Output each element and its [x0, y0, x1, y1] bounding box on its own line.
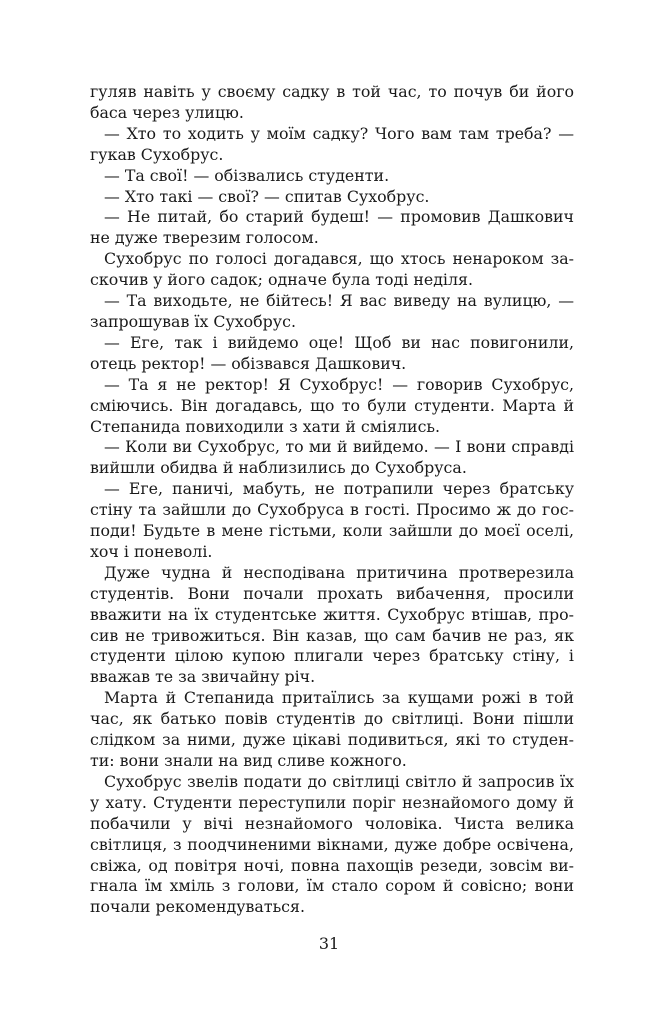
- paragraph: Дуже чудна й несподівана притичина протверезила студентів. Вони почали прохать вибачення, просили вважити на їх студентське життя. Сухобрус втішав, просив не тривожиться. Він казав, що сам бачив не раз, як студенти цілою купою плигали через братську стіну, і вважав те за звичайну річ.: [90, 562, 574, 687]
- paragraph: Марта й Степанида притаїлись за кущами рожі в той час, як батько повів студентів до світлиці. Вони пішли слідком за ними, дуже цікаві подивиться, які то студенти: вони знали на вид сливе кожного.: [90, 688, 574, 770]
- paragraph: — Хто то ходить у моїм садку? Чого вам там треба? — гукав Сухобрус.: [90, 123, 574, 164]
- body-text: [90, 82, 574, 918]
- paragraph: — Еге, так і вийдемо оце! Щоб ви нас повигонили, отець ректор! — обізвався Дашкович.: [90, 332, 574, 373]
- paragraph: — Еге, паничі, мабуть, не потрапили через братську стіну та зайшли до Сухобруса в гості. Просимо ж до господи! Будьте в мене гістьми, коли зайшли до моєї оселі, хоч і поневолі.: [90, 479, 574, 561]
- paragraph: Сухобрус по голосі догадався, що хтось ненароком заскочив у його садок; одначе була тоді неділя.: [90, 249, 574, 290]
- paragraph: — Не питай, бо старий будеш! — промовив Дашкович не дуже тверезим голосом.: [90, 207, 574, 248]
- paragraph: — Та я не ректор! Я Сухобрус! — говорив Сухобрус, сміючись. Він догадавсь, що то були студенти. Марта й Степанида повиходили з хати й сміялись.: [90, 374, 574, 436]
- paragraph: гуляв навіть у своєму садку в той час, то почув би його баса через улицю.: [90, 82, 574, 122]
- paragraph: Сухобрус звелів подати до світлиці світло й запросив їх у хату. Студенти переступили поріг незнайомого дому й побачили у вічі незнайомого чоловіка. Чиста велика світлиця, з поодчиненими вікнами, дуже добре освічена, свіжа, од повітря ночі, повна пахощів резеди, зовсім вигнала їм хміль з голови, їм стало сором й совісно; вони почали рекомендуваться.: [90, 771, 574, 917]
- paragraph: — Хто такі — свої? — спитав Сухобрус.: [104, 186, 430, 206]
- paragraph: — Коли ви Сухобрус, то ми й вийдемо. — І вони справді вийшли обидва й наблизились до Сухобруса.: [90, 437, 574, 478]
- paragraph: — Та свої! — обізвались студенти.: [104, 165, 390, 185]
- paragraph: — Та виходьте, не бійтесь! Я вас виведу на вулицю, — запрошував їх Сухобрус.: [90, 291, 574, 331]
- page-number: 31: [318, 934, 340, 953]
